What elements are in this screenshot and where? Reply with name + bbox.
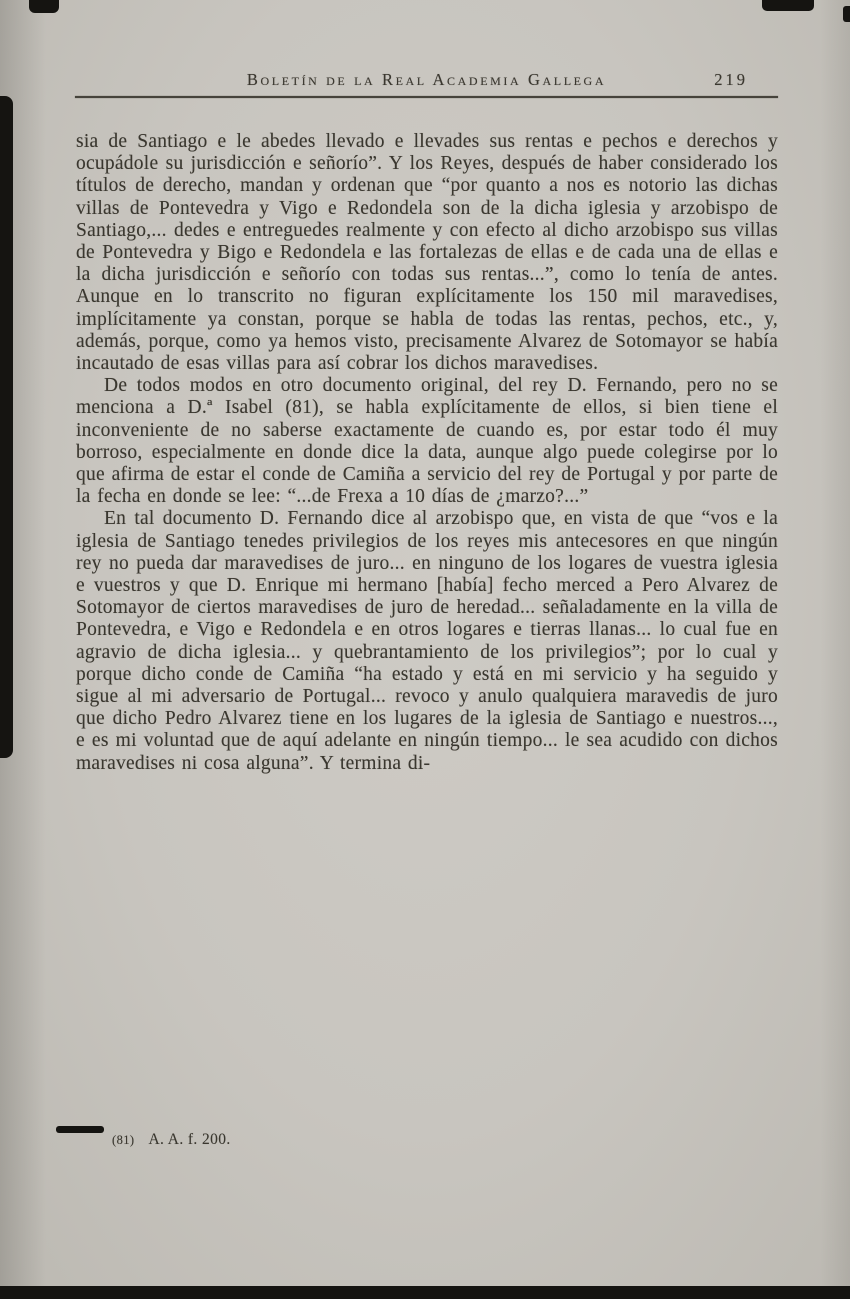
paragraph-2: De todos modos en otro documento original, del rey D. Fernando, pero no se menciona a D.ª Isabel (81), se habla explícitamente de ellos, si bien tiene el inconveniente de no saberse exactamente de cuando es, por estar todo él muy borroso, especialmente en donde dice la data, aunque algo puede colegirse por lo que afirma de estar el conde de Camiña a servicio del rey de Portugal y por parte de la fecha en donde se lee: “...de Frexa a 10 días de ¿marzo?...” [76,375,778,508]
footnote-marker: (81) [112,1133,135,1147]
scan-artifact-footnote-mark [56,1126,104,1133]
scan-artifact-top-left [29,0,59,13]
paragraph-1: sia de Santiago e le abedes llevado e llevades sus rentas e pechos e derechos y ocupádole su jurisdicción e señorío”. Y los Reyes, después de haber considerado los títulos de derecho, mandan y ordenan que “por quanto a nos es notorio las dichas villas de Pontevedra y Vigo e Redondela son de la dicha iglesia y arzobispo de Santiago,... dedes e entreguedes realmente y con efecto al dicho arzobispo sus villas de Pontevedra y Bigo e Redondela e las fortalezas de ellas e de cada una de ellas e la dicha jurisdicción e señorío con todas sus rentas...”, como lo tenía de antes. Aunque en lo transcrito no figuran explícitamente los 150 mil maravedises, implícitamente ya constan, porque se habla de todas las rentas, pechos, etc., y, además, porque, como ya hemos visto, precisamente Alvarez de Sotomayor se había incautado de esas villas para así cobrar los dichos maravedises. [76,131,778,375]
scan-artifact-bottom-band [0,1286,850,1299]
running-header [75,70,778,92]
journal-title: Boletín de la Real Academia Gallega [246,70,607,89]
scan-artifact-left-band [0,96,13,758]
page-body [76,131,778,775]
scan-artifact-top-right [762,0,814,11]
page-number: 219 [714,70,748,89]
footnote-text: A. A. f. 200. [148,1131,231,1148]
header-rule [75,96,778,98]
footnote [112,1131,231,1149]
scan-artifact-top-corner [843,6,850,22]
paragraph-3: En tal documento D. Fernando dice al arzobispo que, en vista de que “vos e la iglesia de Santiago tenedes privilegios de los reyes mis antecesores en que ningún rey no pueda dar maravedises de juro... en ninguno de los logares de vuestra iglesia e vuestros y que D. Enrique mi hermano [había] fecho merced a Pero Alvarez de Sotomayor de ciertos maravedises de juro de heredad... señaladamente en la villa de Pontevedra, e Vigo e Redondela e en otros logares e tierras llanas... lo cual fue en agravio de dicha iglesia... y quebrantamiento de los privilegios”; por lo cual y porque dicho conde de Camiña “ha estado y está en mi servicio y ha seguido y sigue al mi adversario de Portugal... revoco y anulo qualquiera maravedis de juro que dicho Pedro Alvarez tiene en los lugares de la iglesia de Santiago e nuestros..., e es mi voluntad que de aquí adelante en ningún tiempo... le sea acudido con dichos maravedises ni cosa alguna”. Y termina di- [76,508,778,774]
